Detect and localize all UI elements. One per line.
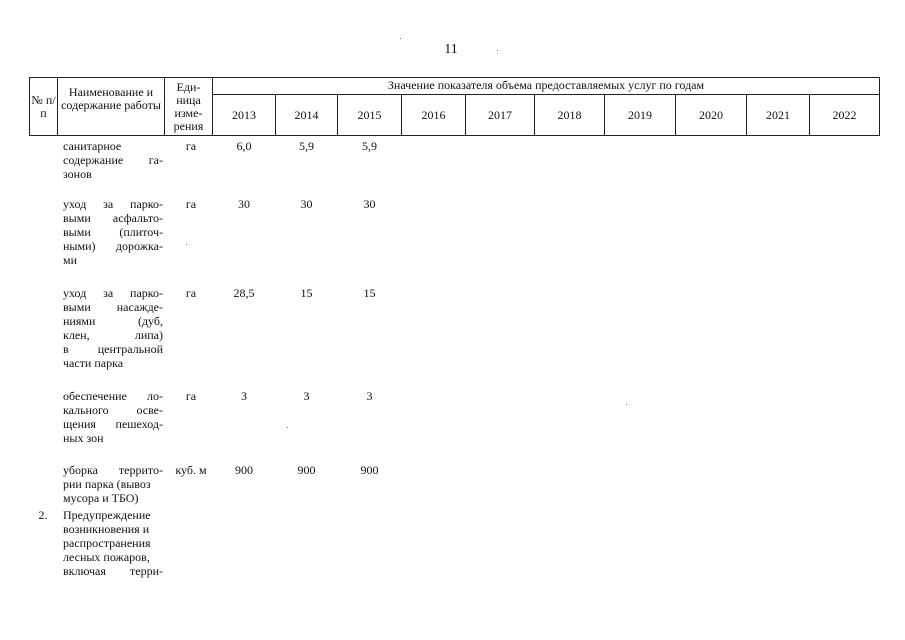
row-4-line-4: ных зон <box>63 431 104 445</box>
header-col-num: № п/п <box>31 93 56 120</box>
row-4-line-3: щения пешеход- <box>63 417 163 431</box>
page-number: 11 <box>444 42 458 57</box>
row-2-value-2015: 30 <box>363 197 376 211</box>
row-2-line-4: ными) дорожка- <box>63 239 163 253</box>
row-3-value-2015: 15 <box>363 286 376 300</box>
row-2-line-3: выми (плиточ- <box>63 225 163 239</box>
year-2015: 2015 <box>357 108 382 122</box>
row-3-line-5: в центральной <box>63 342 163 356</box>
year-2014: 2014 <box>294 108 319 122</box>
row-6-number: 2. <box>38 508 48 522</box>
row-1-unit: га <box>185 139 197 153</box>
row-2-line-2: выми асфальто- <box>63 211 163 225</box>
row-6-line-4: лесных пожаров, <box>63 550 150 564</box>
row-5-value-2015: 900 <box>360 463 379 477</box>
row-2-value-2013: 30 <box>238 197 250 211</box>
row-4-value-2014: 3 <box>303 389 310 403</box>
year-2019: 2019 <box>628 108 652 122</box>
row-2-unit: га <box>185 197 197 211</box>
scan-speck <box>400 38 401 39</box>
row-3-value-2013: 28,5 <box>233 286 255 300</box>
row-4-unit: га <box>185 389 197 403</box>
header-mid-border <box>212 94 880 95</box>
row-1-line-3: зонов <box>63 167 92 181</box>
row-2-line-5: ми <box>63 253 78 267</box>
header-vline-13 <box>879 77 880 135</box>
row-4-value-2013: 3 <box>241 389 247 403</box>
row-1-name <box>63 139 163 181</box>
header-col-values: Значение показателя объема предоставляемых услуг по годам <box>387 78 705 92</box>
row-4-value-2015: 3 <box>366 389 373 403</box>
row-6-line-5: включая терри- <box>63 564 163 578</box>
year-2018: 2018 <box>557 108 582 122</box>
row-3-line-1: уход за парко- <box>63 286 163 300</box>
row-3-value-2014: 15 <box>300 286 313 300</box>
row-5-value-2014: 900 <box>297 463 316 477</box>
row-1-line-1: санитарное <box>63 139 122 153</box>
row-1-value-2015: 5,9 <box>362 139 377 153</box>
header-vline-2 <box>164 77 165 135</box>
row-3-line-2: выми насажде- <box>63 300 163 314</box>
year-2022: 2022 <box>832 108 857 122</box>
year-2017: 2017 <box>488 108 512 122</box>
scan-speck <box>626 404 627 405</box>
row-1-value-2014: 5,9 <box>299 139 314 153</box>
year-2016: 2016 <box>421 108 446 122</box>
row-2-name <box>63 197 163 267</box>
row-3-unit: га <box>185 286 197 300</box>
row-5-line-3: мусора и ТБО) <box>63 491 139 505</box>
year-2013: 2013 <box>232 108 256 122</box>
row-5-value-2013: 900 <box>235 463 253 477</box>
row-3-name <box>63 286 163 370</box>
header-bottom-border <box>29 135 880 136</box>
row-5-line-1: уборка террито- <box>63 463 163 477</box>
row-4-line-1: обеспечение ло- <box>63 389 163 403</box>
scan-speck <box>497 50 498 51</box>
header-col-name: Наименование и содержание работы <box>61 85 161 112</box>
row-1-line-2: содержание га- <box>63 153 163 167</box>
row-6-line-3: распространения <box>63 536 151 550</box>
row-5-unit: куб. м <box>175 463 207 477</box>
scan-speck <box>287 427 288 428</box>
row-3-line-6: части парка <box>63 356 124 370</box>
row-2-value-2014: 30 <box>300 197 313 211</box>
row-3-line-4: клен, липа) <box>63 328 163 342</box>
row-6-line-2: возникновения и <box>63 522 150 536</box>
scan-speck <box>186 244 187 245</box>
row-5-name <box>63 463 163 505</box>
row-4-line-2: кального осве- <box>63 403 163 417</box>
row-6-line-1: Предупреждение <box>63 508 151 522</box>
header-vline-1 <box>57 77 58 135</box>
row-1-value-2013: 6,0 <box>236 139 252 153</box>
year-2020: 2020 <box>699 108 723 122</box>
row-5-line-2: рии парка (вывоз <box>63 477 151 491</box>
row-2-line-1: уход за парко- <box>63 197 163 211</box>
year-2021: 2021 <box>766 108 790 122</box>
row-3-line-3: ниями (дуб, <box>63 314 163 328</box>
row-6-name <box>63 508 163 578</box>
header-col-unit: Еди-ница изме-рения <box>173 80 204 133</box>
row-4-name <box>63 389 163 445</box>
